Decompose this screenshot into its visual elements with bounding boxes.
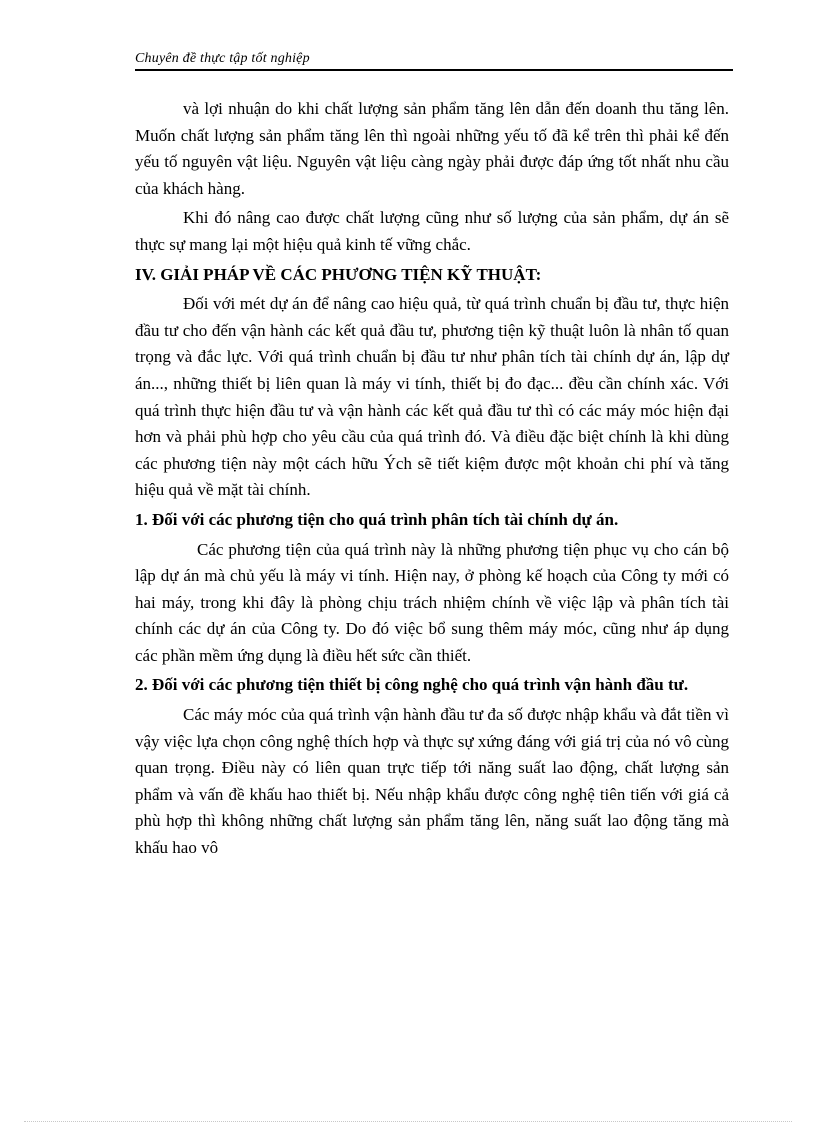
paragraph-financial-analysis-means: Các phương tiện của quá trình này là những phương tiện phục vụ cho cán bộ lập dự án mà chủ yếu là máy vi tính. Hiện nay, ở phòng kế hoạch của Công ty mới có hai máy, trong khi đây là phòng chịu trách nhiệm chính về việc lập và phân tích tài chính các dự án của Công ty. Do đó việc bổ sung thêm máy móc, cũng như áp dụng các phần mềm ứng dụng là điều hết sức cần thiết. <box>135 539 729 665</box>
section-heading-iv: IV. GIẢI PHÁP VỀ CÁC PHƯƠNG TIỆN KỸ THUẬT: <box>135 264 542 284</box>
paragraph-technology-equipment: Các máy móc của quá trình vận hành đầu tư đa số được nhập khẩu và đắt tiền vì vậy việc lựa chọn công nghệ thích hợp và thực sự xứng đáng với giá trị của nó vô cùng quan trọng. Điều này có liên quan trực tiếp tới năng suất lao động, chất lượng sản phẩm và vấn đề khấu hao thiết bị. Nếu nhập khẩu được công nghệ tiên tiến với giá cả phù hợp thì không những chất lượng sản phẩm tăng lên, năng suất lao động tăng mà khấu hao vô <box>135 705 729 858</box>
document-body <box>135 96 729 865</box>
paragraph-technical-means: Đối với mét dự án để nâng cao hiệu quả, từ quá trình chuẩn bị đầu tư, thực hiện đầu tư cho đến vận hành các kết quả đầu tư, phương tiện kỹ thuật luôn là nhân tố quan trọng và đắc lực. Với quá trình chuẩn bị đầu tư như phân tích tài chính dự án, lập dự án..., những thiết bị liên quan là máy vi tính, thiết bị đo đạc... đều cần chính xác. Với quá trình thực hiện đầu tư và vận hành các kết quả đầu tư thì có các máy móc hiện đại hơn và phải phù hợp cho yêu cầu của quá trình đó. Và điều đặc biệt chính là khi dùng các phương tiện này một cách hữu Ých sẽ tiết kiệm được một khoản chi phí và tăng hiệu quả về mặt tài chính. <box>135 294 729 500</box>
page-bottom-divider <box>24 1121 792 1122</box>
page-header <box>135 50 733 71</box>
subsection-heading-1: 1. Đối với các phương tiện cho quá trình phân tích tài chính dự án. <box>135 509 619 529</box>
header-title: Chuyên đề thực tập tốt nghiệp <box>135 51 310 66</box>
paragraph-conclusion: Khi đó nâng cao được chất lượng cũng như số lượng của sản phẩm, dự án sẽ thực sự mang lại một hiệu quả kinh tế vững chắc. <box>135 208 729 254</box>
paragraph-continuation: và lợi nhuận do khi chất lượng sản phẩm tăng lên dẫn đến doanh thu tăng lên. Muốn chất lượng sản phẩm tăng lên thì ngoài những yếu tố đã kể trên thì phải kể đến yếu tố nguyên vật liệu. Nguyên vật liệu càng ngày phải được đáp ứng tốt nhất nhu cầu của khách hàng. <box>135 99 729 198</box>
subsection-heading-2: 2. Đối với các phương tiện thiết bị công nghệ cho quá trình vận hành đầu tư. <box>135 675 689 695</box>
